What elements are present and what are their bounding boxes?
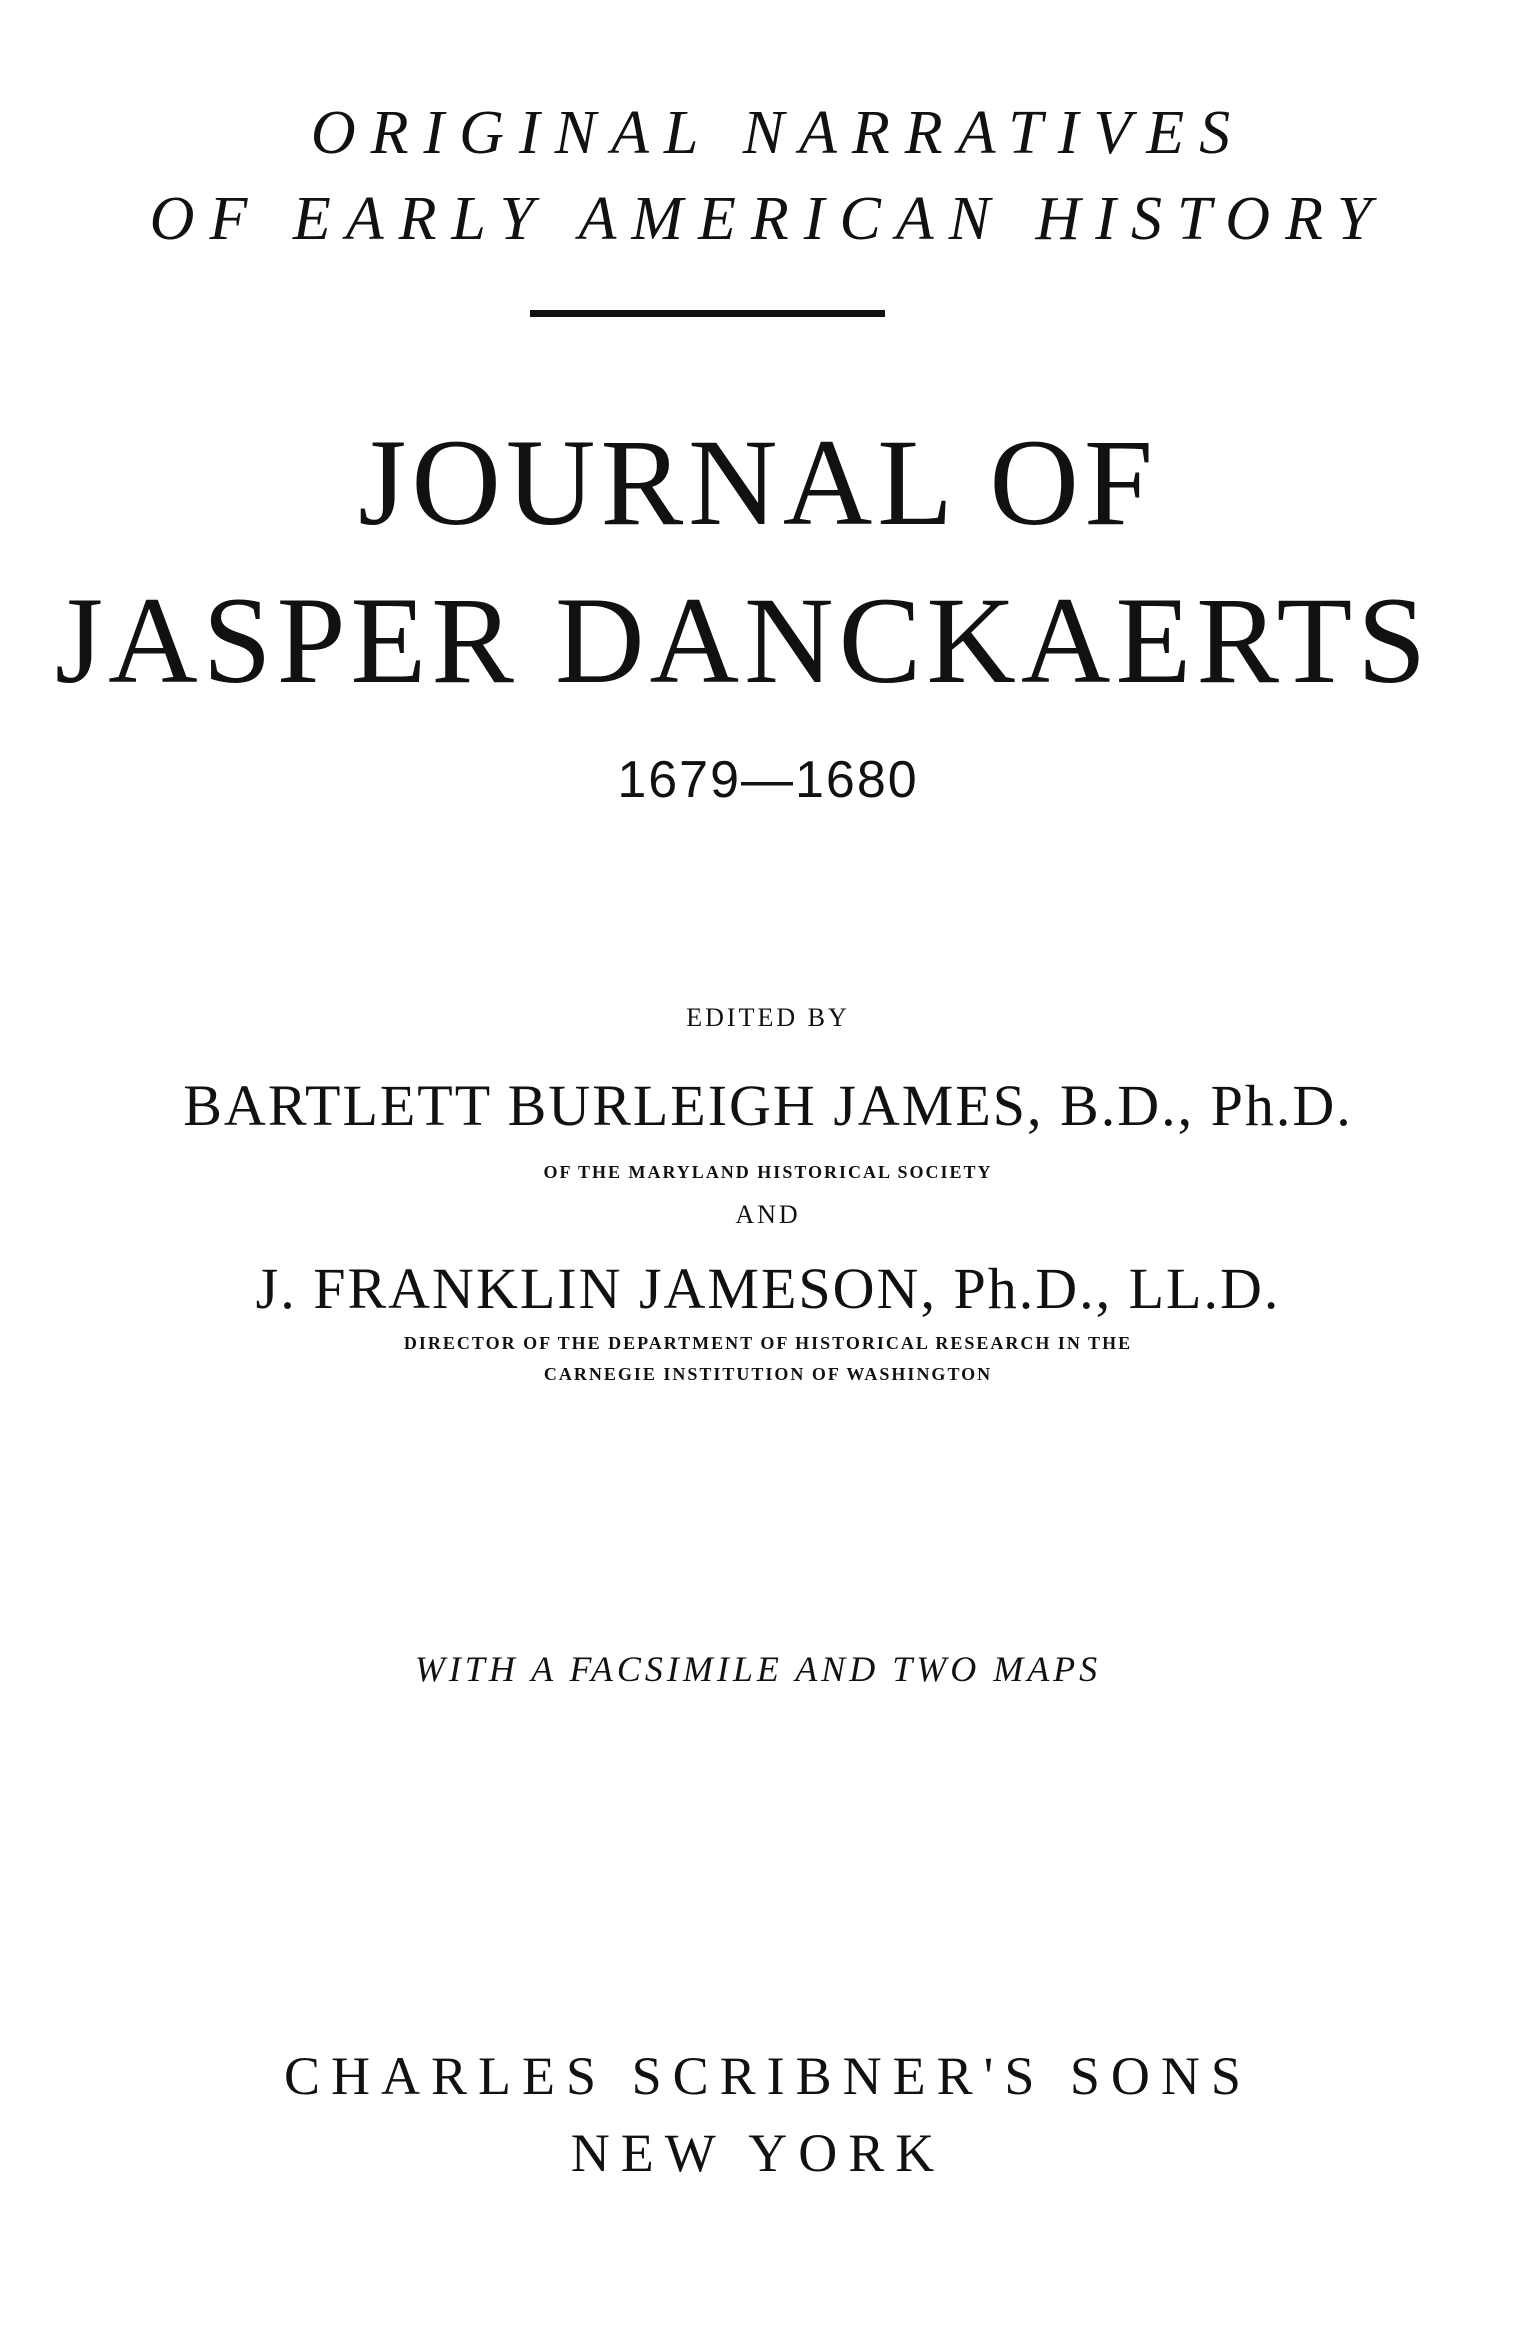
publisher-name: CHARLES SCRIBNER'S SONS — [284, 2046, 1252, 2106]
book-title-line-1: JOURNAL OF — [358, 414, 1158, 551]
editor-1-name: BARTLETT BURLEIGH JAMES, B.D., Ph.D. — [183, 1073, 1353, 1138]
editor-2-affiliation-line-1: DIRECTOR OF THE DEPARTMENT OF HISTORICAL RESEARCH IN THE — [403, 1333, 1133, 1353]
publisher-place: NEW YORK — [570, 2123, 946, 2183]
horizontal-rule — [530, 310, 885, 317]
editor-2-name: J. FRANKLIN JAMESON, Ph.D., LL.D. — [255, 1256, 1281, 1321]
editor-1-affiliation: OF THE MARYLAND HISTORICAL SOCIETY — [543, 1162, 993, 1182]
editor-2-affiliation-line-2: CARNEGIE INSTITUTION OF WASHINGTON — [543, 1364, 993, 1384]
journal-dates: 1679—1680 — [617, 751, 919, 809]
series-title-line-1: ORIGINAL NARRATIVES — [310, 99, 1246, 167]
series-title-line-2: OF EARLY AMERICAN HISTORY — [149, 185, 1387, 253]
edited-by-label: EDITED BY — [686, 1003, 850, 1032]
book-title-line-2: JASPER DANCKAERTS — [54, 572, 1432, 709]
and-label: AND — [735, 1200, 801, 1229]
plates-note: WITH A FACSIMILE AND TWO MAPS — [414, 1649, 1102, 1689]
